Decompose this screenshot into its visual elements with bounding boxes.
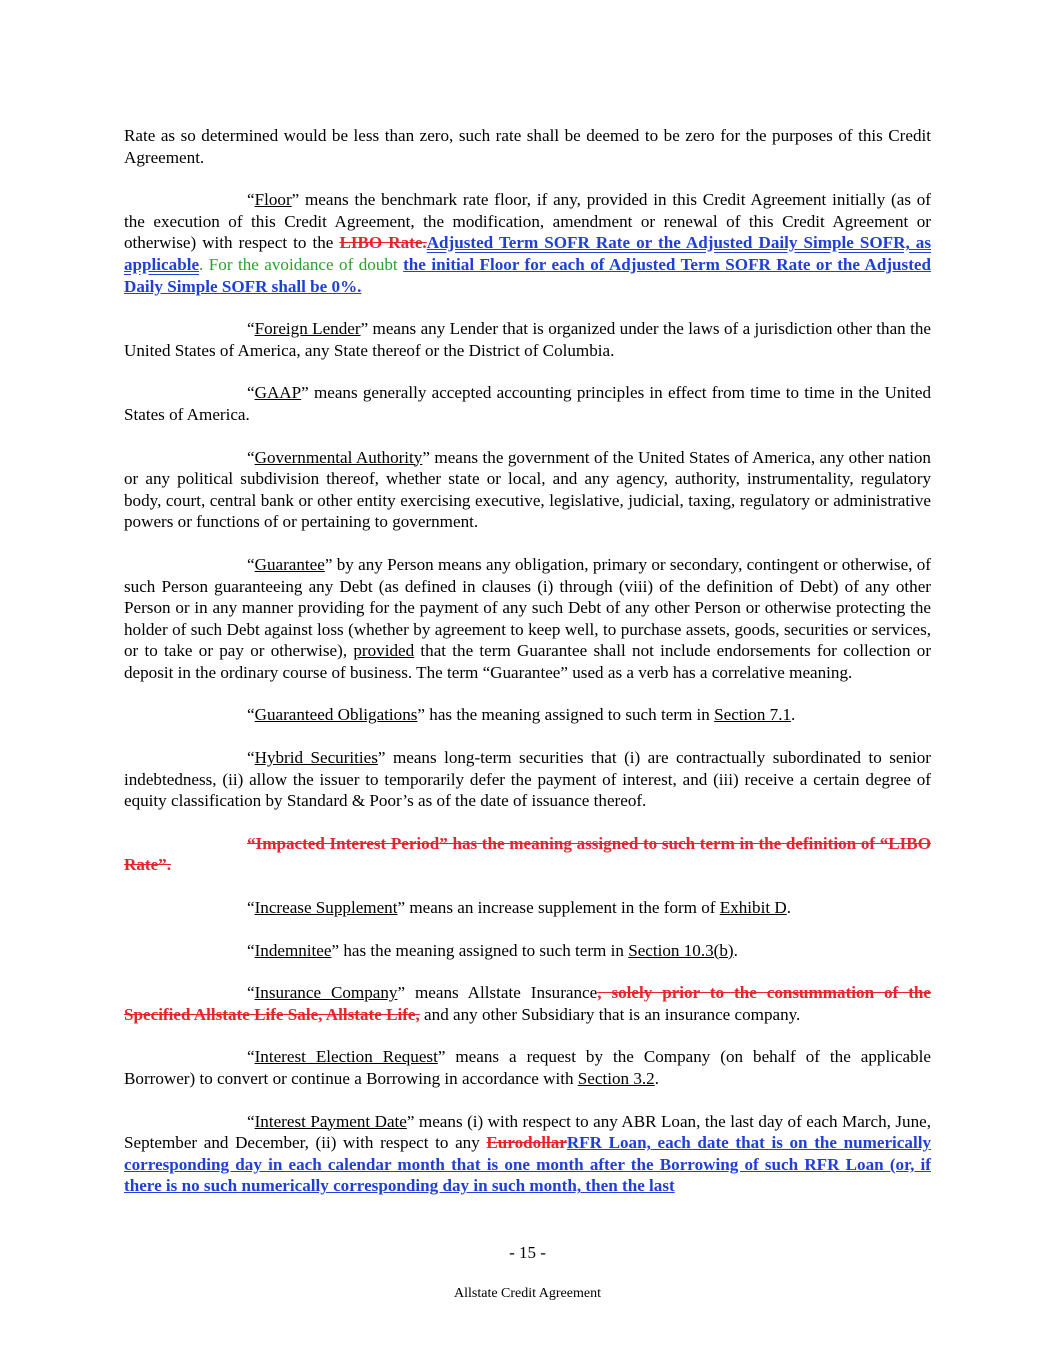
quote: “ — [247, 1111, 255, 1131]
defined-term: GAAP — [254, 383, 302, 403]
defined-term: Foreign Lender — [254, 319, 361, 339]
defined-term: Hybrid Securities — [254, 748, 378, 768]
defined-term: Governmental Authority — [254, 447, 423, 467]
text: ” means Allstate Insurance — [397, 983, 598, 1003]
deleted-text: Eurodollar — [486, 1133, 567, 1153]
definition-increase-supplement — [124, 897, 931, 919]
definition-impacted-interest-period-deleted — [124, 833, 931, 876]
text: . — [733, 940, 738, 960]
definition-guarantee — [124, 554, 931, 684]
defined-term: Guaranteed Obligations — [254, 705, 418, 725]
text: ” has the meaning assigned to such term in — [331, 940, 629, 960]
text: ” means (i) with respect to any ABR Loan, the last day of each March, June, September and December, (ii) with respect to any — [124, 1111, 931, 1153]
defined-term: Increase Supplement — [254, 898, 398, 918]
definition-interest-payment-date — [124, 1111, 931, 1197]
text: . — [654, 1069, 659, 1088]
quote: “ — [247, 940, 255, 960]
inserted-text: the initial Floor for each of Adjusted Term SOFR Rate or the Adjusted Daily Simple SOFR shall be 0%. — [124, 254, 931, 296]
text: ” by any Person means any obligation, primary or secondary, contingent or otherwise, of such Person guaranteeing any Debt (as defined in clauses (i) through (viii) of the definition of Debt) of any other Person or in any manner providing for the payment of any such Debt of any other Person or otherwise protecting the holder of such Debt against loss (whether by agreement to keep well, to purchase assets, goods, securities or services, or to take or pay or otherwise), — [124, 554, 931, 661]
moved-text: . For the avoidance of doubt — [199, 254, 404, 274]
defined-term: Interest Payment Date — [254, 1111, 407, 1131]
deleted-text: LIBO Rate. — [339, 233, 427, 253]
quote: “ — [247, 983, 255, 1003]
quote: “ — [247, 319, 255, 339]
definition-hybrid-securities — [124, 747, 931, 812]
text: ” means long-term securities that (i) are contractually subordinated to senior indebtedness, (ii) allow the issuer to temporarily defer the payment of interest, and (iii) receive a certain degree of equity classification by Standard & Poor’s as of the date of issuance thereof. — [124, 748, 931, 811]
paragraph-continuation — [124, 125, 931, 168]
text: ” means the benchmark rate floor, if any, provided in this Credit Agreement initially (as of the execution of this Credit Agreement, the modification, amendment or renewal of this Credit Agreement or otherwise) with respect to the — [124, 190, 931, 253]
inserted-text: RFR Loan, each date that is on the numerically corresponding day in each calendar month that is one month after the Borrowing of such RFR Loan (or, if there is no such numerically corresponding day in such month, then the last — [124, 1133, 931, 1196]
document-body — [124, 125, 931, 1218]
quote: “ — [247, 383, 255, 403]
deleted-defined-term: Impacted Interest Period — [255, 833, 440, 853]
definition-floor — [124, 189, 931, 297]
definition-foreign-lender — [124, 318, 931, 361]
section-reference: Section 7.1 — [714, 705, 792, 725]
quote: “ — [247, 447, 255, 467]
definition-gaap — [124, 382, 931, 425]
definition-indemnitee — [124, 940, 931, 962]
definition-guaranteed-obligations — [124, 704, 931, 726]
deleted-text: , solely prior to the consummation of the Specified Allstate Life Sale, Allstate Life, — [124, 983, 931, 1024]
document-footer-title: Allstate Credit Agreement — [454, 1286, 601, 1301]
underlined-word: provided — [353, 641, 415, 661]
inserted-text: Adjusted Term SOFR Rate or the Adjusted Daily Simple SOFR, as applicable — [124, 233, 931, 274]
quote: “ — [247, 554, 255, 574]
text: Rate as so determined would be less than zero, such rate shall be deemed to be zero for the purposes of this Credit Agreement. — [124, 126, 931, 167]
text: ” has the meaning assigned to such term in — [417, 705, 715, 725]
page-number: - 15 - — [509, 1243, 546, 1262]
text: ” means the government of the United States of America, any other nation or any political subdivision thereof, whether state or local, and any agency, authority, instrumentality, regulatory body, court, central bank or other entity exercising executive, legislative, judicial, taxing, regulatory or administrative powers or functions of or pertaining to government. — [124, 447, 931, 532]
deleted-text: “ — [247, 833, 256, 853]
definition-governmental-authority — [124, 447, 931, 533]
text: ” means generally accepted accounting principles in effect from time to time in the United States of America. — [124, 383, 931, 424]
defined-term: Guarantee — [254, 554, 325, 574]
text: . — [791, 705, 796, 725]
defined-term: Insurance Company — [254, 983, 398, 1003]
defined-term: Floor — [254, 190, 292, 210]
quote: “ — [247, 190, 255, 210]
quote: “ — [247, 705, 255, 725]
text: ” means an increase supplement in the form of — [397, 898, 720, 918]
definition-insurance-company — [124, 982, 931, 1025]
definition-interest-election-request — [124, 1046, 931, 1089]
quote: “ — [247, 1047, 255, 1067]
section-reference: Section 3.2 — [577, 1069, 655, 1088]
quote: “ — [247, 898, 255, 918]
quote: “ — [247, 748, 255, 768]
text: . — [786, 898, 791, 918]
deleted-text: ” has the meaning assigned to such term in the definition of “LIBO Rate”. — [124, 833, 932, 875]
text: and any other Subsidiary that is an insurance company. — [419, 1004, 801, 1024]
text: ” means a request by the Company (on behalf of the applicable Borrower) to convert or continue a Borrowing in accordance with — [124, 1047, 931, 1088]
defined-term: Interest Election Request — [254, 1047, 438, 1067]
exhibit-reference: Exhibit D — [719, 898, 787, 918]
defined-term: Indemnitee — [254, 940, 332, 960]
text: ” means any Lender that is organized under the laws of a jurisdiction other than the United States of America, any State thereof or the District of Columbia. — [124, 319, 931, 360]
text: that the term Guarantee shall not include endorsements for collection or deposit in the ordinary course of business. The term “Guarantee” used as a verb has a correlative meaning. — [124, 641, 932, 682]
section-reference: Section 10.3(b) — [628, 940, 734, 960]
